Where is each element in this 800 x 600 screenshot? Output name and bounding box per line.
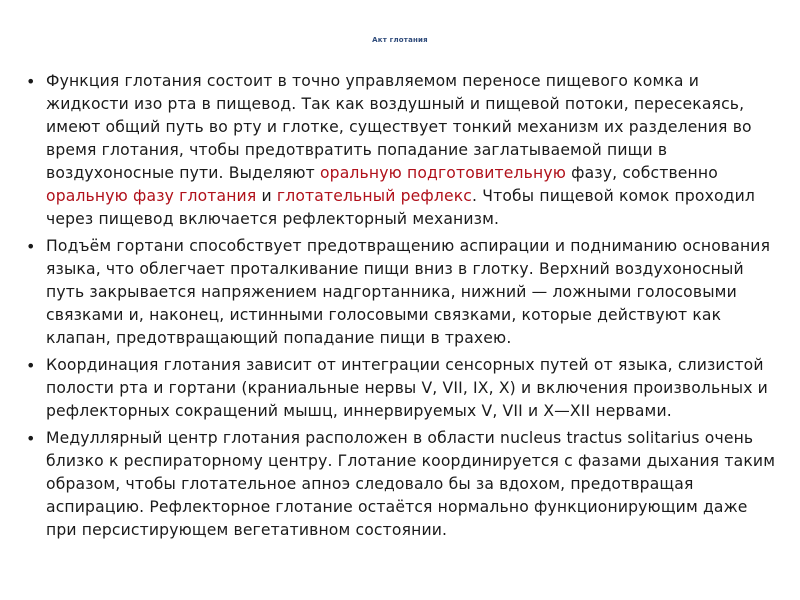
bullet-dot-icon: • bbox=[26, 237, 36, 256]
bullet-item-3 bbox=[26, 354, 776, 423]
highlight-term-swallow-reflex: глотательный рефлекс bbox=[276, 187, 473, 205]
slide-title: Акт глотания bbox=[372, 36, 428, 44]
text-segment: Подъём гортани способствует предотвращению аспирации и подниманию основания языка, что облегчает проталкивание пищи вниз в глотку. Верхний воздухоносный путь закрывается напряжением надгортанника, нижний — ложными голосовыми связками и, наконец, истинными голосовыми связками, которые действуют как клапан, предотвращающий попадание пищи в трахею. bbox=[46, 237, 771, 347]
text-segment: фазу, собственно bbox=[565, 164, 718, 182]
bullet-list bbox=[26, 70, 776, 546]
bullet-text bbox=[46, 354, 776, 423]
highlight-term-oral-preparatory: оральную подготовительную bbox=[319, 164, 566, 182]
bullet-dot-icon: • bbox=[26, 72, 36, 91]
bullet-text bbox=[46, 427, 776, 542]
bullet-text bbox=[46, 235, 776, 350]
bullet-item-4 bbox=[26, 427, 776, 542]
bullet-dot-icon: • bbox=[26, 429, 36, 448]
bullet-dot-icon: • bbox=[26, 356, 36, 375]
text-segment: . Чтобы пищевой комок проходил через пищевод включается рефлекторный механизм. bbox=[46, 187, 756, 228]
highlight-term-oral-phase: оральную фазу глотания bbox=[46, 187, 257, 205]
text-segment: Функция глотания состоит в точно управляемом переносе пищевого комка и жидкости изо рта в пищевод. Так как воздушный и пищевой потоки, пересекаясь, имеют общий путь во рту и глотке, существует тонкий механизм их разделения во время глотания, чтобы предотвратить попадание заглатываемой пищи в воздухоносные пути. Выделяют bbox=[46, 72, 752, 182]
text-segment: Медуллярный центр глотания расположен в области nucleus tractus solitarius очень близко к респираторному центру. Глотание координируется с фазами дыхания таким образом, чтобы глотательное апноэ следовало бы за вдохом, предотвращая аспирацию. Рефлекторное глотание остаётся нормально функционирующим даже при персистирующем вегетативном состоянии. bbox=[46, 429, 776, 539]
bullet-item-1 bbox=[26, 70, 776, 231]
bullet-text bbox=[46, 70, 776, 231]
bullet-item-2 bbox=[26, 235, 776, 350]
text-segment: и bbox=[256, 187, 277, 205]
text-segment: Координация глотания зависит от интеграции сенсорных путей от языка, слизистой полости рта и гортани (краниальные нервы V, VII, IX, X) и включения произвольных и рефлекторных сокращений мышц, иннервируемых V, VII и X—XII нервами. bbox=[46, 356, 768, 420]
